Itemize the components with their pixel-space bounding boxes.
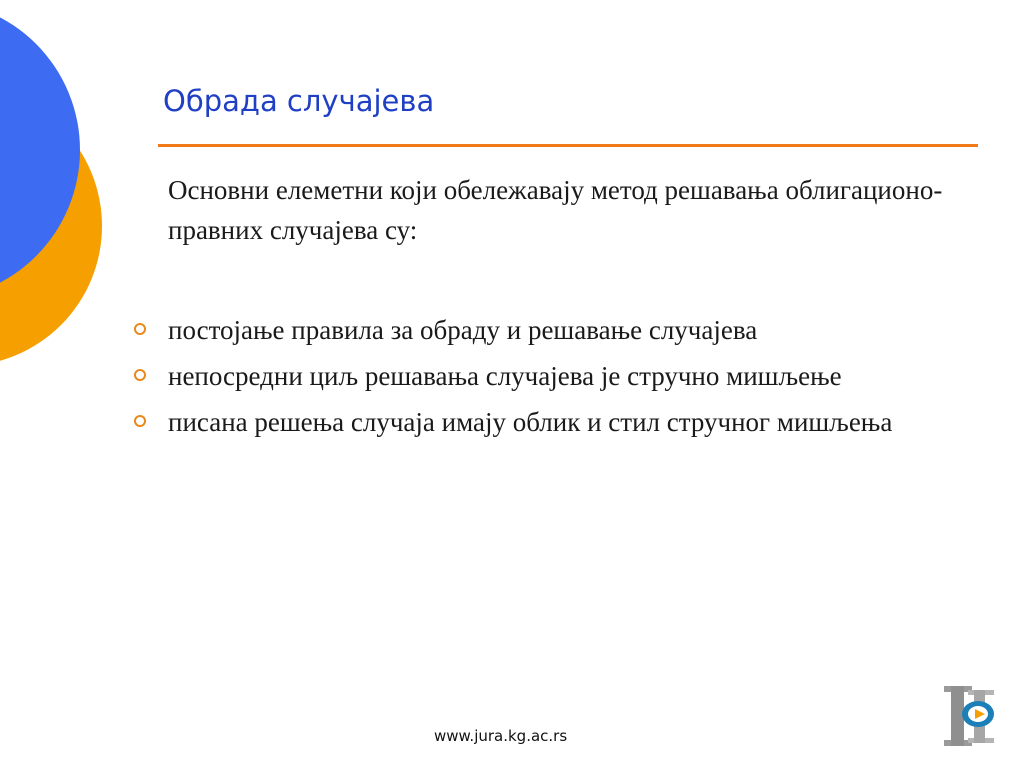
- intro-paragraph: Основни елеметни који обележавају метод решавања облигационо-правних случајева су:: [168, 175, 943, 245]
- list-item: [130, 402, 970, 442]
- list-item: [130, 356, 970, 396]
- bullet-text: писана решења случаја имају облик и стил стручног мишљења: [168, 407, 893, 437]
- title-divider: [158, 144, 978, 147]
- footer-url: www.jura.kg.ac.rs: [434, 727, 568, 745]
- bullet-list: [130, 310, 970, 448]
- slide-title: Обрада случајева: [163, 84, 435, 118]
- bullet-text: непосредни циљ решавања случајева је стручно мишљење: [168, 361, 842, 391]
- list-item: [130, 310, 970, 350]
- hollow-circle-icon: [134, 323, 146, 335]
- bullet-text: постојање правила за обраду и решавање случајева: [168, 315, 758, 345]
- hollow-circle-icon: [134, 369, 146, 381]
- hollow-circle-icon: [134, 415, 146, 427]
- faculty-logo-icon: [938, 684, 1000, 748]
